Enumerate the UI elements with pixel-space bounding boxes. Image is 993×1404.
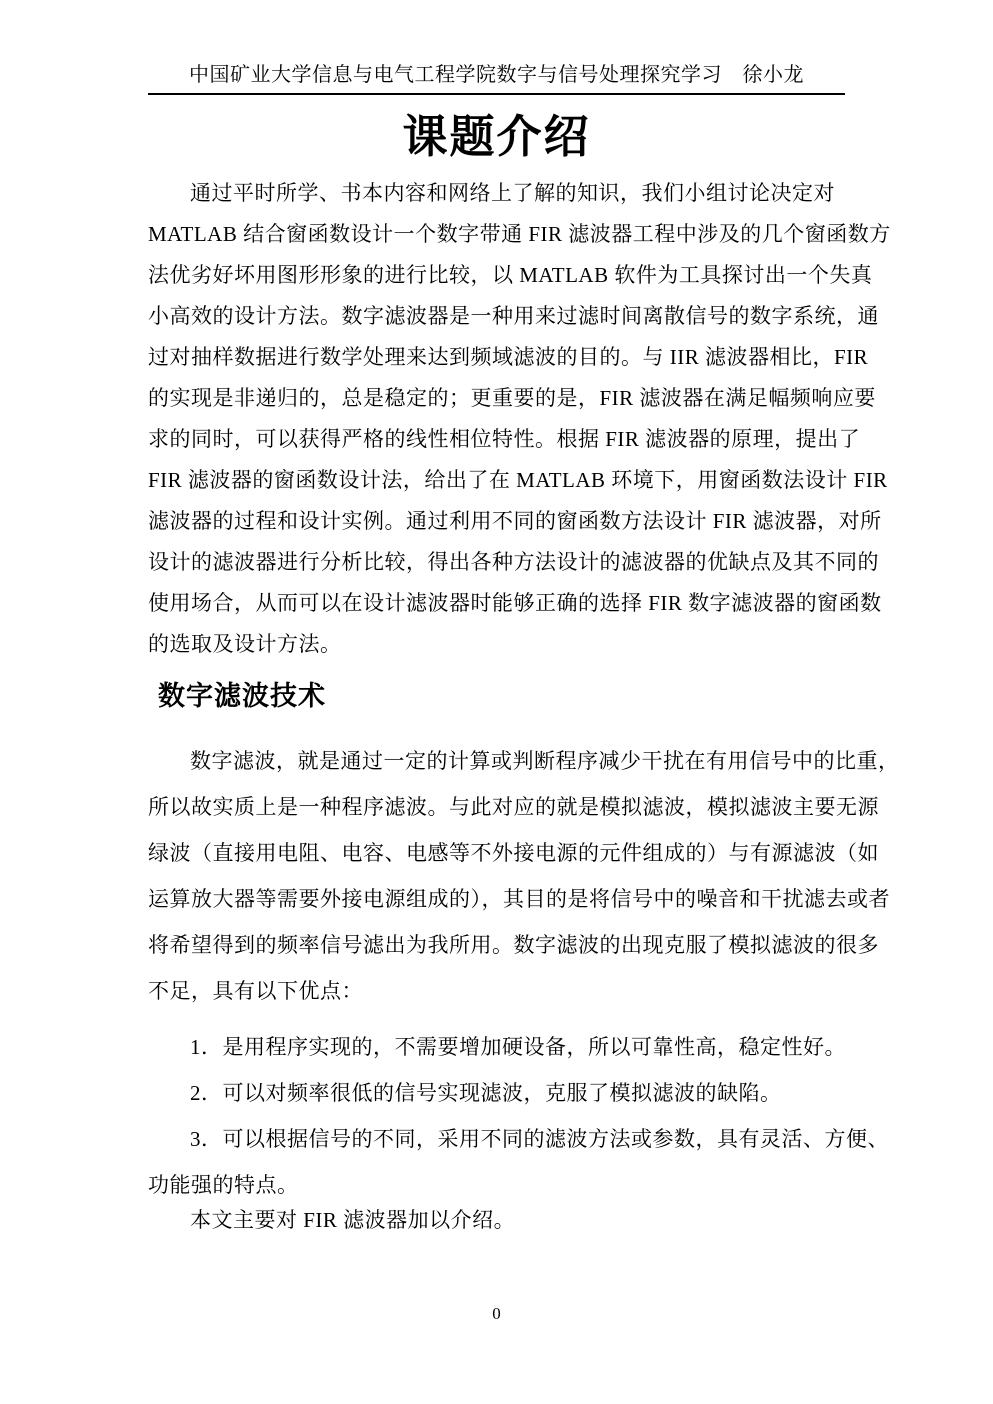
list-item: 3．可以根据信号的不同，采用不同的滤波方法或参数，具有灵活、方便、 [190, 1127, 889, 1151]
advantages-list [148, 1024, 889, 1208]
page-title: 课题介绍 [402, 112, 591, 162]
text-line: 数字滤波，就是通过一定的计算或判断程序减少干扰在有用信号中的比重， [190, 749, 900, 773]
text-line: 过对抽样数据进行数学处理来达到频域滤波的目的。与 IIR 滤波器相比，FIR [148, 345, 869, 369]
text-line: MATLAB 结合窗函数设计一个数字带通 FIR 滤波器工程中涉及的几个窗函数方 [148, 222, 891, 246]
text-line: 小高效的设计方法。数字滤波器是一种用来过滤时间离散信号的数字系统，通 [148, 304, 879, 328]
text-line: FIR 滤波器的窗函数设计法，给出了在 MATLAB 环境下，用窗函数法设计 FIR [148, 468, 888, 492]
text-line: 的选取及设计方法。 [148, 632, 342, 656]
text-line: 的实现是非递归的，总是稳定的；更重要的是，FIR 滤波器在满足幅频响应要 [148, 386, 876, 410]
text-line: 不足，具有以下优点： [148, 979, 363, 1003]
list-item-continuation: 功能强的特点。 [148, 1173, 299, 1197]
text-line: 设计的滤波器进行分析比较，得出各种方法设计的滤波器的优缺点及其不同的 [148, 550, 879, 574]
list-item: 1．是用程序实现的，不需要增加硬设备，所以可靠性高，稳定性好。 [190, 1035, 846, 1059]
text-line: 滤波器的过程和设计实例。通过利用不同的窗函数方法设计 FIR 滤波器，对所 [148, 509, 882, 533]
text-line: 通过平时所学、书本内容和网络上了解的知识，我们小组讨论决定对 [190, 181, 835, 205]
intro-paragraph [148, 173, 891, 665]
text-line: 使用场合，从而可以在设计滤波器时能够正确的选择 FIR 数字滤波器的窗函数 [148, 591, 882, 615]
text-line: 将希望得到的频率信号滤出为我所用。数字滤波的出现克服了模拟滤波的很多 [148, 933, 879, 957]
list-item: 2．可以对频率很低的信号实现滤波，克服了模拟滤波的缺陷。 [190, 1081, 782, 1105]
text-line: 运算放大器等需要外接电源组成的），其目的是将信号中的噪音和干扰滤去或者 [148, 887, 890, 911]
page-number: 0 [492, 1304, 501, 1323]
text-line: 法优劣好坏用图形形象的进行比较，以 MATLAB 软件为工具探讨出一个失真 [148, 263, 873, 287]
page-content [0, 62, 993, 1240]
running-header: 中国矿业大学信息与电气工程学院数字与信号处理探究学习 徐小龙 [148, 62, 845, 95]
text-line: 求的同时，可以获得严格的线性相位特性。根据 FIR 滤波器的原理，提出了 [148, 427, 861, 451]
section-heading: 数字滤波技术 [158, 681, 326, 711]
text-line: 所以故实质上是一种程序滤波。与此对应的就是模拟滤波，模拟滤波主要无源 [148, 795, 879, 819]
closing-line: 本文主要对 FIR 滤波器加以介绍。 [190, 1208, 516, 1232]
text-line: 绿波（直接用电阻、电容、电感等不外接电源的元件组成的）与有源滤波（如 [148, 841, 879, 865]
section-paragraph [148, 738, 900, 1014]
